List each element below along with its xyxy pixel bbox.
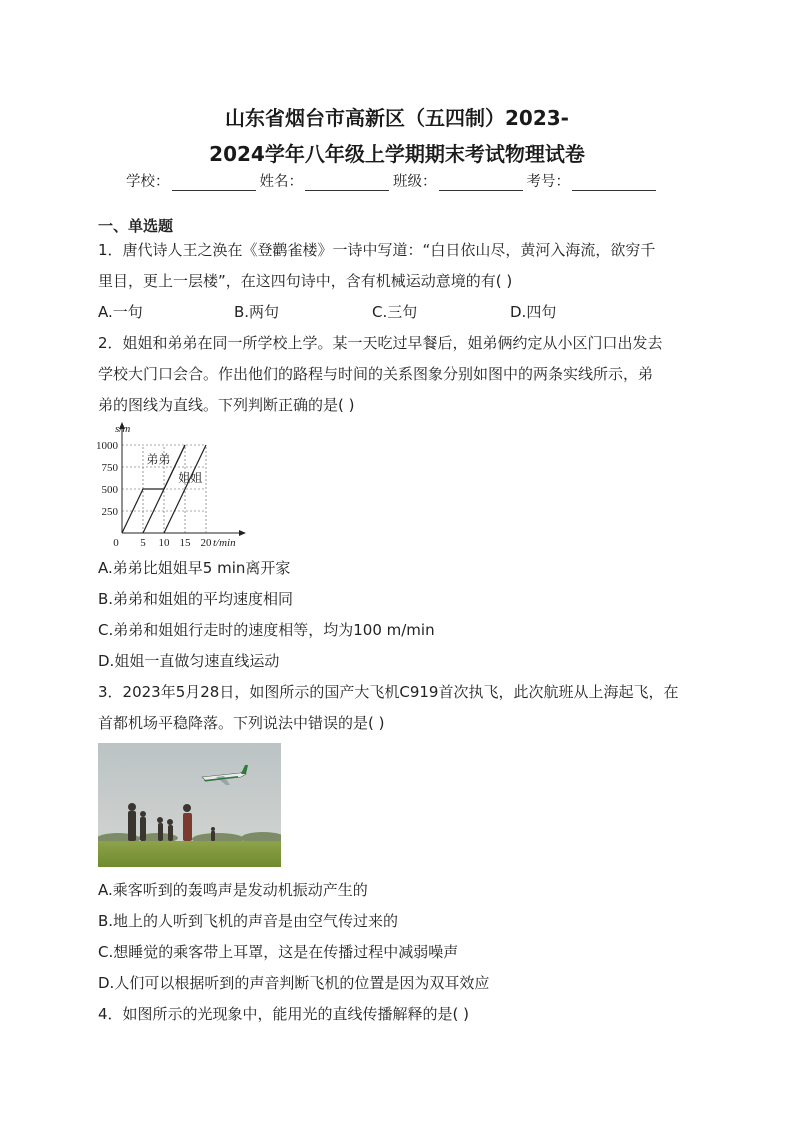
y-tick-label-3: 1000 bbox=[96, 440, 118, 452]
q1-option-c: C.三句 bbox=[372, 303, 418, 321]
q2-option-d: D.姐姐一直做匀速直线运动 bbox=[98, 652, 280, 670]
chart-marks-group bbox=[96, 423, 236, 549]
x-tick-label-2: 15 bbox=[179, 537, 191, 549]
q2-line-1: 2．姐姐和弟弟在同一所学校上学。某一天吃过早餐后，姐弟俩约定从小区门口出发去 bbox=[98, 334, 663, 352]
c919-airplane-photo bbox=[98, 743, 281, 867]
exam-number-label: 考号： bbox=[526, 174, 570, 190]
q3-line-2: 首都机场平稳降落。下列说法中错误的是( ) bbox=[98, 714, 385, 732]
q1-line-2: 里目，更上一层楼”，在这四句诗中，含有机械运动意境的有( ) bbox=[98, 272, 513, 290]
x-tick-label-3: 20 bbox=[200, 537, 212, 549]
q3-option-d: D.人们可以根据听到的声音判断飞机的位置是因为双耳效应 bbox=[98, 974, 490, 992]
q1-line-1: 1．唐代诗人王之涣在《登鹳雀楼》一诗中写道：“白日依山尽，黄河入海流，欲穷千 bbox=[98, 241, 656, 259]
school-blank bbox=[172, 175, 256, 191]
q3-option-c: C.想睡觉的乘客带上耳罩，这是在传播过程中减弱噪声 bbox=[98, 943, 459, 961]
exam-number-blank bbox=[572, 175, 656, 191]
q4-line-1: 4．如图所示的光现象中，能用光的直线传播解释的是( ) bbox=[98, 1005, 470, 1023]
q1-option-a: A.一句 bbox=[98, 303, 143, 321]
q3-option-b: B.地上的人听到飞机的声音是由空气传过来的 bbox=[98, 912, 399, 930]
q2-option-a: A.弟弟比姐姐早5 min离开家 bbox=[98, 559, 291, 577]
q2-option-b: B.弟弟和姐姐的平均速度相同 bbox=[98, 590, 294, 608]
q2-option-c: C.弟弟和姐姐行走时的速度相等，均为100 m/min bbox=[98, 621, 435, 639]
title-line-2: 2024学年八年级上学期期末考试物理试卷 bbox=[209, 142, 585, 166]
distance-time-chart bbox=[96, 420, 252, 550]
school-label: 学校： bbox=[126, 174, 170, 190]
name-label: 姓名： bbox=[259, 174, 303, 190]
q1-option-d: D.四句 bbox=[510, 303, 557, 321]
q2-line-2: 学校大门口会合。作出他们的路程与时间的关系图象分别如图中的两条实线所示，弟 bbox=[98, 365, 654, 383]
x-axis-arrow bbox=[239, 530, 246, 536]
name-blank bbox=[305, 175, 389, 191]
class-label: 班级： bbox=[393, 174, 437, 190]
student-info-line bbox=[126, 170, 660, 191]
origin-label: 0 bbox=[113, 537, 119, 549]
class-blank bbox=[439, 175, 523, 191]
section-heading: 一、单选题 bbox=[98, 217, 174, 235]
y-tick-label-1: 500 bbox=[101, 484, 118, 496]
y-axis-label: s/m bbox=[115, 423, 131, 435]
x-axis-label: t/min bbox=[213, 537, 236, 549]
q3-line-1: 3．2023年5月28日，如图所示的国产大飞机C919首次执飞，此次航班从上海起飞，在 bbox=[98, 683, 679, 701]
x-tick-label-1: 10 bbox=[158, 537, 170, 549]
q1-option-b: B.两句 bbox=[234, 303, 280, 321]
q2-line-3: 弟的图线为直线。下列判断正确的是( ) bbox=[98, 396, 355, 414]
series-label-1: 姐姐 bbox=[178, 470, 203, 485]
x-tick-label-0: 5 bbox=[140, 537, 146, 549]
series-label-0: 弟弟 bbox=[146, 452, 171, 467]
title-line-1: 山东省烟台市高新区（五四制）2023- bbox=[225, 106, 569, 130]
grass-field bbox=[98, 841, 281, 867]
y-tick-label-0: 250 bbox=[101, 506, 118, 518]
q3-option-a: A.乘客听到的轰鸣声是发动机振动产生的 bbox=[98, 881, 368, 899]
y-tick-label-2: 750 bbox=[101, 462, 118, 474]
